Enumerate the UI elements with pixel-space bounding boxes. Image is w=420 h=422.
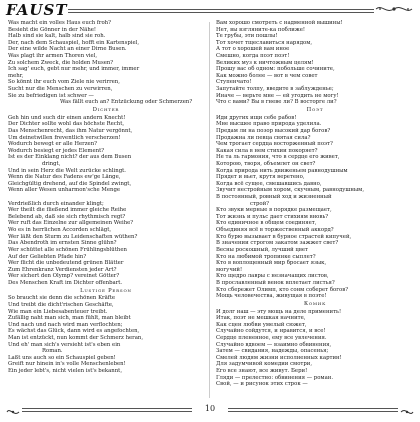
verse-line: строй?	[250, 200, 270, 207]
verse-line: Des Menschen Kraft im Dichter offenbart.	[8, 279, 123, 286]
verse-line: И долг наш — эту мощь на деле применить!	[216, 308, 342, 315]
verse-line: В значении строгом закатом зажжет свет?	[216, 240, 339, 247]
verse-line: Der eine wilde Nacht an einer Dirne Busen.	[8, 46, 127, 53]
verse-line: Und in sein Herz die Welt zurücke schlingt.	[8, 167, 126, 174]
verse-line: Весны роскошный, лучший цвет	[216, 246, 308, 253]
verse-line: Прошу вас об одном: побольше сочините,	[216, 66, 335, 73]
verse-line: Кто бурю вызывает в бурное страстей кипучей,	[216, 233, 352, 240]
verse-line: Geh hin und such dir einen andern Knecht!	[8, 114, 126, 121]
verse-line: Случайно вдвоем — взаимно обвинения,	[216, 341, 332, 348]
verse-line: Was plagt ihr armen Thoren viel,	[8, 53, 98, 60]
verse-line: Belebend ab, daß sie sich rhythmisch regt?	[8, 213, 126, 220]
verse-line: Wodurch bewegt er alle Herzen?	[8, 141, 98, 148]
verse-line: Мне высшее право природа уделила.	[216, 121, 322, 128]
verse-line: Итак, поэт не мешкая начните,	[216, 315, 306, 322]
verse-line: Вам хорошо смотреть с надменной вышины!	[216, 20, 343, 26]
verse-line: Которою, творя, объемлет он свет?	[216, 160, 316, 167]
verse-line: mehr,	[8, 72, 24, 79]
verse-line: Кто единичное в общем соединяет,	[216, 220, 317, 227]
verse-line: Wo es in herrlichen Accorden schlägt,	[8, 227, 112, 234]
verse-line: Auf der Geliebten Pfade hin?	[8, 253, 87, 260]
verse-line: Мощь человечества, живущая в поэте!	[216, 293, 327, 300]
verse-line: Um deinetwillen freventlich verscherzen!	[8, 134, 121, 141]
verse-line: Те грубы, эти пошлы!	[216, 33, 278, 40]
verse-line: Кто в воплощенный мир бросает язык,	[216, 260, 327, 267]
verse-line: Und eh' man sich's versieht ist's eben ein	[8, 341, 121, 348]
verse-line: Halb sind sie kalt, halb sind sie roh.	[8, 33, 106, 40]
verse-line: Продажна ли певца святая сила?	[216, 134, 311, 141]
verse-line: Ein jeder lebt's, nicht vielen ist's bekannt,	[8, 368, 123, 375]
verse-line: Und nach und nach wird man verflochten;	[8, 321, 123, 328]
verse-line: Das Abendroth im ernsten Sinne glühn?	[8, 240, 117, 247]
verse-line: Кто сбережет Олимп, кто сонм соберет богов?	[216, 286, 349, 293]
verse-line: Roman.	[42, 348, 63, 355]
verse-line: Laßt uns auch so ein Schauspiel geben!	[8, 354, 116, 361]
verse-line: Сердце плененное, ему все увлечения.	[216, 335, 327, 342]
verse-line: Великих муз к ничтожным целям!	[216, 59, 314, 66]
verse-line: Zum Ehrenkranz Verdiensten jeder Art?	[8, 266, 117, 273]
verse-line: Кто на любимой тропинке сыплет?	[216, 253, 316, 260]
column-divider	[209, 22, 210, 398]
verse-line: Как сцен любви умелый сюжет,	[216, 321, 307, 328]
verse-line: Кто звуки мерные в порядке размещает,	[216, 207, 332, 214]
verse-line: Предам ли на позор высокий дар богов?	[216, 127, 331, 134]
verse-line: Wenn die Natur des Fadens ew'ge Länge,	[8, 174, 121, 181]
verse-line: Wer theilt die fließend immer gleiche Reihe	[8, 207, 127, 214]
verse-line: Wer ruft das Einzelne zur allgemeinen Weihe?	[8, 220, 134, 227]
verse-line: Иначе — верьте мне — ей угодить не могу!	[216, 92, 339, 99]
verse-line: Der Dichter sollte wohl das höchste Recht,	[8, 121, 125, 128]
verse-line: Объединяя всё в торжественный аккорд?	[216, 227, 334, 234]
verse-line: Wer sichert den Olymp? vereinet Götter?	[8, 273, 120, 280]
verse-line: So braucht sie denn die schönen Kräfte	[8, 295, 116, 302]
running-header	[6, 2, 414, 18]
verse-line: Для задумчивой комедии смотри,	[216, 361, 313, 368]
verse-line: Besieht die Gönner in der Nähe!	[8, 26, 97, 33]
page-footer	[6, 402, 414, 416]
verse-line: А тот о хорошей вам иное	[216, 46, 290, 53]
verse-line: Ich sag' euch, gebt nur mehr, und immer, immer	[8, 66, 140, 73]
verse-line: В прославленный венок вплетает листья?	[216, 279, 335, 286]
verse-line: Wer flicht die unbedeutend grünen Blätter	[8, 260, 124, 267]
verse-line: Der, nach dem Schauspiel, hofft ein Kartenspiel,	[8, 39, 140, 46]
verse-line: Свой, — и рисунок этих строк —	[216, 381, 308, 388]
verse-line: Wenn aller Wesen unharmon'sche Menge	[8, 187, 121, 194]
verse-line: Verdrießlich durch einander klingt;	[8, 200, 104, 207]
verse-line: Wie man ein Liebesabenteuer treibt.	[8, 308, 108, 315]
verse-line: Wer schüttet alle schönen Frühlingsblüthen	[8, 246, 127, 253]
footer-ornament-left-icon	[6, 403, 20, 422]
verse-line: dringt,	[42, 160, 61, 167]
verse-line: Sucht nur die Menschen zu verwirren,	[8, 86, 113, 93]
verse-line: Звучит нестройным хором, скучным, равнодушным,	[216, 187, 365, 194]
verse-line: В постоянный, ровный ход и жизненный	[216, 194, 332, 201]
verse-line: Смелей людям жизни исполненных картин!	[216, 354, 342, 361]
speaker-name: Lustige Person	[80, 287, 132, 294]
verse-line: Когда всё сущее, смешавшись давно,	[216, 180, 322, 187]
verse-line: Иди других ищи себе рабов!	[216, 114, 297, 121]
verse-line: Какая сила в нем стихии покоряет?	[216, 147, 318, 154]
verse-line: Das Menschenrecht, das ihm Natur vergönnt,	[8, 127, 133, 134]
footer-rule-right	[228, 408, 398, 412]
verse-line: Запутайте толпу, введите в заблужденье;	[216, 86, 334, 93]
verse-line: Гляди — прелестно: обвинения — роман.	[216, 374, 334, 381]
verse-line: Ist es der Einklang nicht? der aus dem Busen	[8, 154, 132, 161]
footer-rule-left	[22, 408, 192, 412]
page-number: 10	[204, 404, 216, 413]
verse-line: Его все знают, все живут. Бери!	[216, 368, 308, 375]
verse-line: Man ist entzückt, nun kommt der Schmerz heran,	[8, 335, 144, 342]
verse-line: Gleichgültig drehend, auf die Spindel zwingt,	[8, 180, 132, 187]
verse-line: могучий!	[216, 266, 243, 273]
verse-line: Тот жизнь и пульс дает стихиям вновь?	[216, 213, 329, 220]
verse-line: Zu solchem Zweck, die holden Musen?	[8, 59, 114, 66]
verse-line: Was macht ein volles Haus euch froh?	[8, 20, 111, 26]
footer-ornament-right-icon	[400, 403, 414, 422]
speaker-name: Комик	[304, 300, 326, 307]
verse-line: Чем трогает сердца восторженный поэт?	[216, 141, 333, 148]
speaker-name: Dichter	[92, 106, 120, 113]
header-title: FAUST	[6, 1, 68, 19]
russian-text-column	[216, 20, 414, 398]
verse-line: Случайно сойдутся, и нравится, и все!	[216, 328, 326, 335]
header-ornament-icon	[374, 3, 414, 15]
header-rule	[68, 9, 414, 13]
verse-line: Was fällt euch an? Entzückung oder Schmerzen?	[60, 99, 193, 106]
verse-line: Wodurch besiegt er jedes Element?	[8, 147, 105, 154]
verse-line: Не та ль гармония, что в сердце его живет,	[216, 154, 340, 161]
verse-line: Тот хочет тщеславиться нарядом,	[216, 39, 313, 46]
verse-line: So könnt ihr euch vom Ziele nie verirren,	[8, 79, 120, 86]
verse-line: Смешно, когда поэт поэт!	[216, 53, 290, 60]
verse-line: Es wächst das Glück, dann wird es angefochten,	[8, 328, 140, 335]
verse-line: Что с вами? Вы в гневе ли? В восторге ли?	[216, 99, 337, 106]
verse-line: Greift nur hinein in's volle Menschenleben!	[8, 361, 126, 368]
verse-line: Прядет и вьет, крутя веретено,	[216, 174, 305, 181]
verse-line	[8, 194, 204, 201]
verse-line: Затем — свидания, надежды, опасенья;	[216, 348, 329, 355]
verse-line: Нет, вы взгляните-ка поближе!	[216, 26, 306, 33]
verse-line: Когда природа нить движеньем равнодушным	[216, 167, 348, 174]
verse-line: Und treibt die dicht'rischen Geschäfte,	[8, 301, 114, 308]
german-text-column	[8, 20, 204, 398]
speaker-name: Поэт	[306, 106, 324, 113]
verse-line: Кто щедро лавры с незначащих листов,	[216, 273, 329, 280]
verse-line: Zufällig naht man sich, man fühlt, man bleibt	[8, 315, 131, 322]
verse-line: Sie zu befriedigen ist schwer —	[8, 92, 94, 99]
verse-line: Как можно более — вот в чем совет	[216, 72, 318, 79]
verse-line: Wer läßt den Sturm zu Leidenschaften wüthen?	[8, 233, 138, 240]
verse-line: Ступенчато!	[216, 79, 252, 86]
